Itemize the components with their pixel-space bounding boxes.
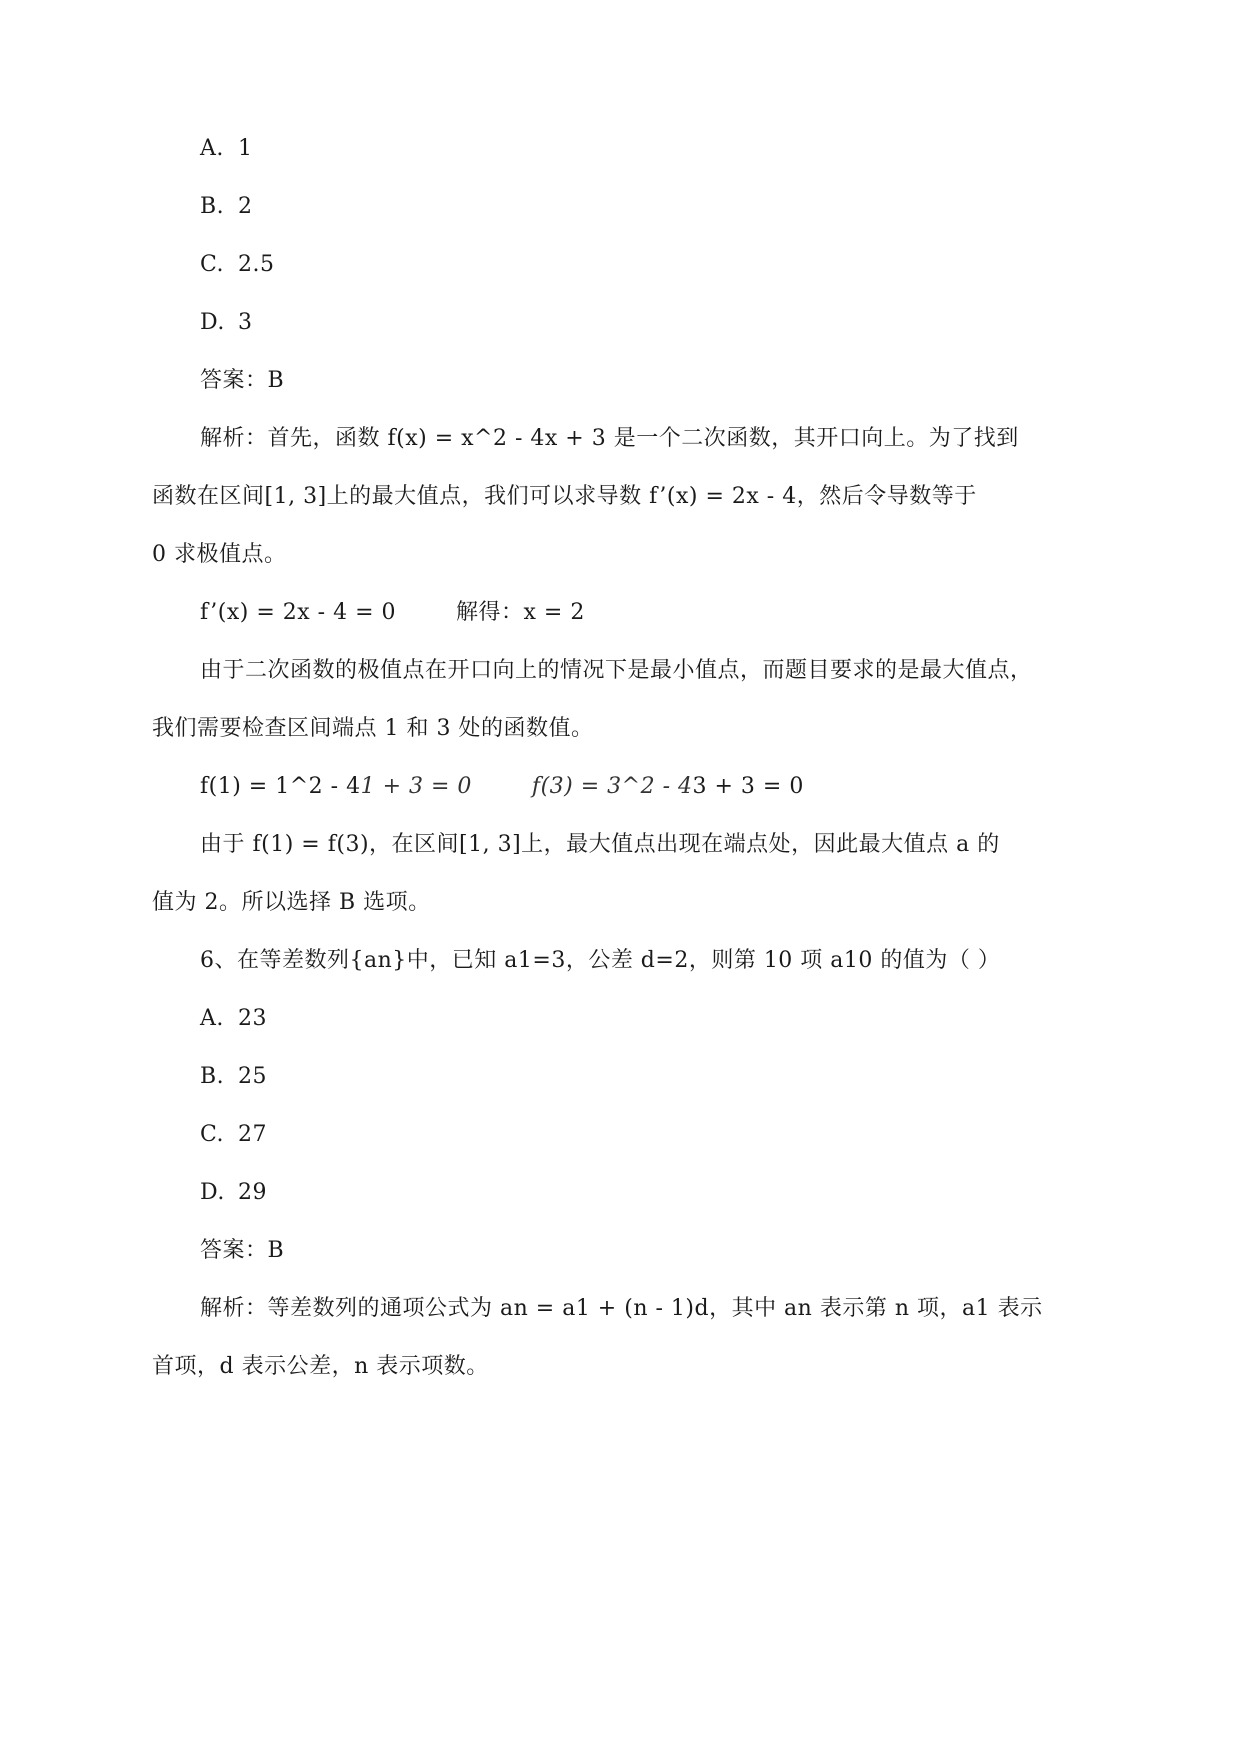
q5-equation-derivative — [200, 598, 585, 628]
q5-equation-endpoints — [200, 772, 804, 802]
option-value: 2 — [238, 194, 253, 219]
option-value: 1 — [238, 136, 253, 161]
q5-option-b — [200, 192, 253, 222]
f3-expression: f(3) = 3^2 - 4 — [531, 774, 693, 799]
option-label: C. — [200, 252, 225, 277]
option-label: B. — [200, 1064, 225, 1089]
option-label: C. — [200, 1122, 225, 1147]
option-value: 2.5 — [238, 252, 275, 277]
option-value: 23 — [238, 1006, 267, 1031]
q5-explain-p1-line3: 0 求极值点。 — [152, 542, 287, 567]
derivative-equation: f’(x) = 2x - 4 = 0 — [200, 600, 396, 625]
q6-option-a — [200, 1004, 267, 1034]
option-label: D. — [200, 1180, 225, 1205]
q5-explain-p1-line1: 解析：首先，函数 f(x) = x^2 - 4x + 3 是一个二次函数，其开口向上。为了找到 — [200, 426, 1019, 451]
q6-option-c — [200, 1120, 267, 1150]
option-value: 27 — [238, 1122, 267, 1147]
f1-expression: f(1) = 1^2 - 4 — [200, 774, 361, 799]
q5-option-d — [200, 308, 253, 338]
option-value: 3 — [238, 310, 253, 335]
q6-answer: 答案：B — [200, 1238, 285, 1263]
q5-option-c — [200, 250, 275, 280]
option-label: B. — [200, 194, 225, 219]
q5-explain-p3-line1: 由于 f(1) = f(3)，在区间[1, 3]上，最大值点出现在端点处，因此最大值点 a 的 — [200, 832, 1000, 857]
option-label: D. — [200, 310, 225, 335]
q6-explain-line1: 解析：等差数列的通项公式为 an = a1 + (n - 1)d，其中 an 表示第 n 项，a1 表示 — [200, 1296, 1043, 1321]
q5-explain-p2-line2: 我们需要检查区间端点 1 和 3 处的函数值。 — [152, 716, 594, 741]
f3-result: 3 + 3 = 0 — [692, 774, 804, 799]
option-label: A. — [200, 136, 224, 161]
q5-explain-p1-line2: 函数在区间[1, 3]上的最大值点，我们可以求导数 f’(x) = 2x - 4，然后令导数等于 — [152, 484, 977, 509]
option-label: A. — [200, 1006, 224, 1031]
option-value: 29 — [238, 1180, 267, 1205]
derivative-solution: 解得：x = 2 — [456, 600, 585, 625]
q6-option-d — [200, 1178, 267, 1208]
option-value: 25 — [238, 1064, 267, 1089]
q6-question: 6、在等差数列{an}中，已知 a1=3，公差 d=2，则第 10 项 a10 的值为（ ） — [200, 948, 1001, 973]
q5-explain-p3-line2: 值为 2。所以选择 B 选项。 — [152, 890, 431, 915]
q5-option-a — [200, 134, 253, 164]
f1-result: 1 + 3 = 0 — [360, 774, 472, 799]
q5-answer: 答案：B — [200, 368, 285, 393]
q6-explain-line2: 首项，d 表示公差，n 表示项数。 — [152, 1354, 489, 1379]
q5-explain-p2-line1: 由于二次函数的极值点在开口向上的情况下是最小值点，而题目要求的是最大值点， — [200, 658, 1033, 683]
q6-option-b — [200, 1062, 267, 1092]
